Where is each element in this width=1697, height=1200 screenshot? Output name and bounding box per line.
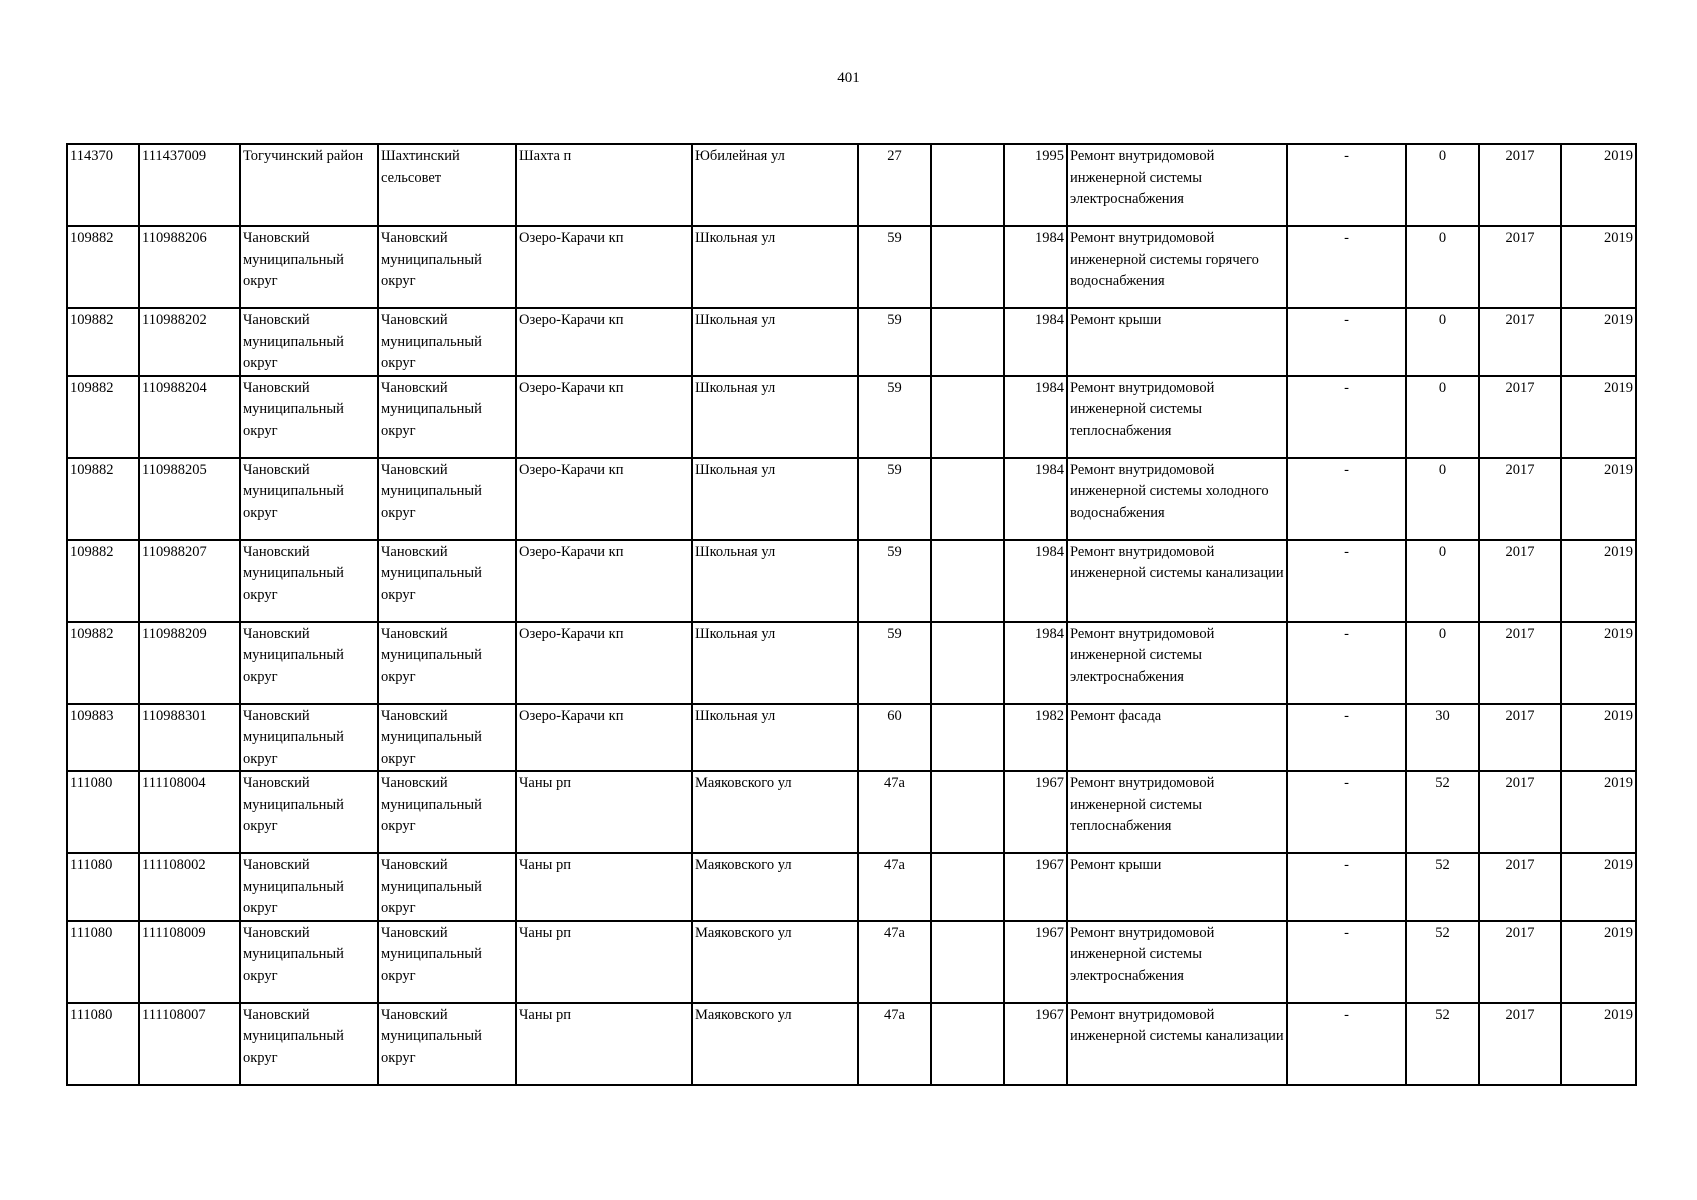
registry-body (67, 144, 1636, 1085)
table-row (67, 540, 1636, 622)
street-cell: Маяковского ул (692, 921, 858, 1003)
settlement-cell: Озеро-Карачи кп (516, 308, 692, 376)
settlement-cell: Чаны рп (516, 853, 692, 921)
table-row (67, 144, 1636, 226)
municipality-cell: Чановский муниципальный округ (378, 1003, 516, 1085)
table-row (67, 308, 1636, 376)
table-row (67, 771, 1636, 853)
start-year-cell: 2017 (1479, 308, 1561, 376)
house-number-cell: 47а (858, 921, 931, 1003)
municipality-cell: Шахтинский сельсовет (378, 144, 516, 226)
work-id-cell: 111108007 (139, 1003, 240, 1085)
wear-cell: 52 (1406, 921, 1479, 1003)
municipality-cell: Чановский муниципальный округ (378, 308, 516, 376)
building-cell (931, 458, 1004, 540)
settlement-cell: Чаны рп (516, 1003, 692, 1085)
municipality-cell: Чановский муниципальный округ (378, 226, 516, 308)
end-year-cell: 2019 (1561, 921, 1636, 1003)
start-year-cell: 2017 (1479, 1003, 1561, 1085)
dash-cell: - (1287, 376, 1406, 458)
start-year-cell: 2017 (1479, 622, 1561, 704)
dash-cell: - (1287, 704, 1406, 772)
house-number-cell: 59 (858, 622, 931, 704)
start-year-cell: 2017 (1479, 771, 1561, 853)
wear-cell: 52 (1406, 853, 1479, 921)
work-type-cell: Ремонт крыши (1067, 308, 1287, 376)
dash-cell: - (1287, 308, 1406, 376)
settlement-cell: Озеро-Карачи кп (516, 226, 692, 308)
building-cell (931, 771, 1004, 853)
work-id-cell: 110988202 (139, 308, 240, 376)
wear-cell: 0 (1406, 144, 1479, 226)
year-built-cell: 1984 (1004, 308, 1067, 376)
start-year-cell: 2017 (1479, 921, 1561, 1003)
street-cell: Школьная ул (692, 704, 858, 772)
year-built-cell: 1984 (1004, 540, 1067, 622)
start-year-cell: 2017 (1479, 853, 1561, 921)
end-year-cell: 2019 (1561, 1003, 1636, 1085)
municipality-cell: Чановский муниципальный округ (378, 622, 516, 704)
work-type-cell: Ремонт внутридомовой инженерной системы холодного водоснабжения (1067, 458, 1287, 540)
building-cell (931, 853, 1004, 921)
work-type-cell: Ремонт крыши (1067, 853, 1287, 921)
work-id-cell: 111108004 (139, 771, 240, 853)
work-id-cell: 110988205 (139, 458, 240, 540)
house-id-cell: 109882 (67, 540, 139, 622)
settlement-cell: Шахта п (516, 144, 692, 226)
district-cell: Чановский муниципальный округ (240, 853, 378, 921)
wear-cell: 0 (1406, 458, 1479, 540)
work-type-cell: Ремонт внутридомовой инженерной системы электроснабжения (1067, 921, 1287, 1003)
table-row (67, 853, 1636, 921)
work-id-cell: 110988301 (139, 704, 240, 772)
house-id-cell: 111080 (67, 1003, 139, 1085)
dash-cell: - (1287, 144, 1406, 226)
dash-cell: - (1287, 540, 1406, 622)
wear-cell: 0 (1406, 376, 1479, 458)
settlement-cell: Озеро-Карачи кп (516, 704, 692, 772)
municipality-cell: Чановский муниципальный округ (378, 376, 516, 458)
house-id-cell: 109883 (67, 704, 139, 772)
building-cell (931, 1003, 1004, 1085)
street-cell: Маяковского ул (692, 771, 858, 853)
year-built-cell: 1967 (1004, 1003, 1067, 1085)
building-cell (931, 308, 1004, 376)
wear-cell: 30 (1406, 704, 1479, 772)
wear-cell: 0 (1406, 540, 1479, 622)
dash-cell: - (1287, 921, 1406, 1003)
work-id-cell: 110988204 (139, 376, 240, 458)
table-row (67, 622, 1636, 704)
street-cell: Юбилейная ул (692, 144, 858, 226)
year-built-cell: 1967 (1004, 921, 1067, 1003)
work-id-cell: 110988209 (139, 622, 240, 704)
work-type-cell: Ремонт внутридомовой инженерной системы электроснабжения (1067, 144, 1287, 226)
year-built-cell: 1984 (1004, 622, 1067, 704)
house-id-cell: 109882 (67, 226, 139, 308)
end-year-cell: 2019 (1561, 540, 1636, 622)
district-cell: Чановский муниципальный округ (240, 540, 378, 622)
house-id-cell: 109882 (67, 458, 139, 540)
house-number-cell: 27 (858, 144, 931, 226)
house-number-cell: 47а (858, 771, 931, 853)
building-cell (931, 921, 1004, 1003)
municipality-cell: Чановский муниципальный округ (378, 540, 516, 622)
year-built-cell: 1967 (1004, 771, 1067, 853)
wear-cell: 0 (1406, 622, 1479, 704)
end-year-cell: 2019 (1561, 376, 1636, 458)
end-year-cell: 2019 (1561, 704, 1636, 772)
table-row (67, 226, 1636, 308)
house-id-cell: 109882 (67, 308, 139, 376)
year-built-cell: 1984 (1004, 458, 1067, 540)
dash-cell: - (1287, 622, 1406, 704)
building-cell (931, 622, 1004, 704)
house-number-cell: 59 (858, 376, 931, 458)
street-cell: Маяковского ул (692, 1003, 858, 1085)
work-type-cell: Ремонт внутридомовой инженерной системы электроснабжения (1067, 622, 1287, 704)
start-year-cell: 2017 (1479, 144, 1561, 226)
street-cell: Маяковского ул (692, 853, 858, 921)
house-number-cell: 60 (858, 704, 931, 772)
building-cell (931, 540, 1004, 622)
street-cell: Школьная ул (692, 226, 858, 308)
house-number-cell: 47а (858, 1003, 931, 1085)
dash-cell: - (1287, 1003, 1406, 1085)
settlement-cell: Озеро-Карачи кп (516, 622, 692, 704)
year-built-cell: 1995 (1004, 144, 1067, 226)
building-cell (931, 144, 1004, 226)
house-number-cell: 47а (858, 853, 931, 921)
district-cell: Чановский муниципальный округ (240, 308, 378, 376)
year-built-cell: 1967 (1004, 853, 1067, 921)
wear-cell: 0 (1406, 308, 1479, 376)
work-id-cell: 110988207 (139, 540, 240, 622)
end-year-cell: 2019 (1561, 853, 1636, 921)
settlement-cell: Чаны рп (516, 921, 692, 1003)
house-id-cell: 109882 (67, 376, 139, 458)
wear-cell: 52 (1406, 771, 1479, 853)
building-cell (931, 376, 1004, 458)
end-year-cell: 2019 (1561, 226, 1636, 308)
page-number: 401 (837, 70, 860, 86)
house-number-cell: 59 (858, 226, 931, 308)
work-id-cell: 110988206 (139, 226, 240, 308)
settlement-cell: Озеро-Карачи кп (516, 458, 692, 540)
start-year-cell: 2017 (1479, 540, 1561, 622)
work-id-cell: 111108002 (139, 853, 240, 921)
year-built-cell: 1982 (1004, 704, 1067, 772)
building-cell (931, 704, 1004, 772)
district-cell: Чановский муниципальный округ (240, 921, 378, 1003)
municipality-cell: Чановский муниципальный округ (378, 853, 516, 921)
work-type-cell: Ремонт внутридомовой инженерной системы горячего водоснабжения (1067, 226, 1287, 308)
settlement-cell: Озеро-Карачи кп (516, 376, 692, 458)
start-year-cell: 2017 (1479, 704, 1561, 772)
settlement-cell: Озеро-Карачи кп (516, 540, 692, 622)
street-cell: Школьная ул (692, 308, 858, 376)
district-cell: Чановский муниципальный округ (240, 622, 378, 704)
table-row (67, 458, 1636, 540)
end-year-cell: 2019 (1561, 308, 1636, 376)
street-cell: Школьная ул (692, 458, 858, 540)
house-id-cell: 111080 (67, 771, 139, 853)
work-type-cell: Ремонт внутридомовой инженерной системы канализации (1067, 540, 1287, 622)
table-row (67, 921, 1636, 1003)
district-cell: Чановский муниципальный округ (240, 1003, 378, 1085)
start-year-cell: 2017 (1479, 458, 1561, 540)
district-cell: Чановский муниципальный округ (240, 376, 378, 458)
end-year-cell: 2019 (1561, 144, 1636, 226)
house-id-cell: 111080 (67, 853, 139, 921)
district-cell: Чановский муниципальный округ (240, 704, 378, 772)
work-id-cell: 111437009 (139, 144, 240, 226)
district-cell: Чановский муниципальный округ (240, 226, 378, 308)
house-number-cell: 59 (858, 540, 931, 622)
wear-cell: 0 (1406, 226, 1479, 308)
table-row (67, 376, 1636, 458)
registry-table (66, 143, 1637, 1086)
dash-cell: - (1287, 771, 1406, 853)
settlement-cell: Чаны рп (516, 771, 692, 853)
work-id-cell: 111108009 (139, 921, 240, 1003)
house-id-cell: 111080 (67, 921, 139, 1003)
house-number-cell: 59 (858, 458, 931, 540)
dash-cell: - (1287, 853, 1406, 921)
house-number-cell: 59 (858, 308, 931, 376)
street-cell: Школьная ул (692, 376, 858, 458)
municipality-cell: Чановский муниципальный округ (378, 771, 516, 853)
start-year-cell: 2017 (1479, 226, 1561, 308)
work-type-cell: Ремонт внутридомовой инженерной системы канализации (1067, 1003, 1287, 1085)
municipality-cell: Чановский муниципальный округ (378, 704, 516, 772)
end-year-cell: 2019 (1561, 458, 1636, 540)
municipality-cell: Чановский муниципальный округ (378, 458, 516, 540)
district-cell: Тогучинский район (240, 144, 378, 226)
end-year-cell: 2019 (1561, 771, 1636, 853)
work-type-cell: Ремонт фасада (1067, 704, 1287, 772)
table-row (67, 704, 1636, 772)
end-year-cell: 2019 (1561, 622, 1636, 704)
municipality-cell: Чановский муниципальный округ (378, 921, 516, 1003)
table-row (67, 1003, 1636, 1085)
dash-cell: - (1287, 458, 1406, 540)
work-type-cell: Ремонт внутридомовой инженерной системы теплоснабжения (1067, 376, 1287, 458)
street-cell: Школьная ул (692, 540, 858, 622)
year-built-cell: 1984 (1004, 376, 1067, 458)
dash-cell: - (1287, 226, 1406, 308)
house-id-cell: 109882 (67, 622, 139, 704)
work-type-cell: Ремонт внутридомовой инженерной системы теплоснабжения (1067, 771, 1287, 853)
district-cell: Чановский муниципальный округ (240, 771, 378, 853)
house-id-cell: 114370 (67, 144, 139, 226)
street-cell: Школьная ул (692, 622, 858, 704)
start-year-cell: 2017 (1479, 376, 1561, 458)
district-cell: Чановский муниципальный округ (240, 458, 378, 540)
wear-cell: 52 (1406, 1003, 1479, 1085)
year-built-cell: 1984 (1004, 226, 1067, 308)
building-cell (931, 226, 1004, 308)
